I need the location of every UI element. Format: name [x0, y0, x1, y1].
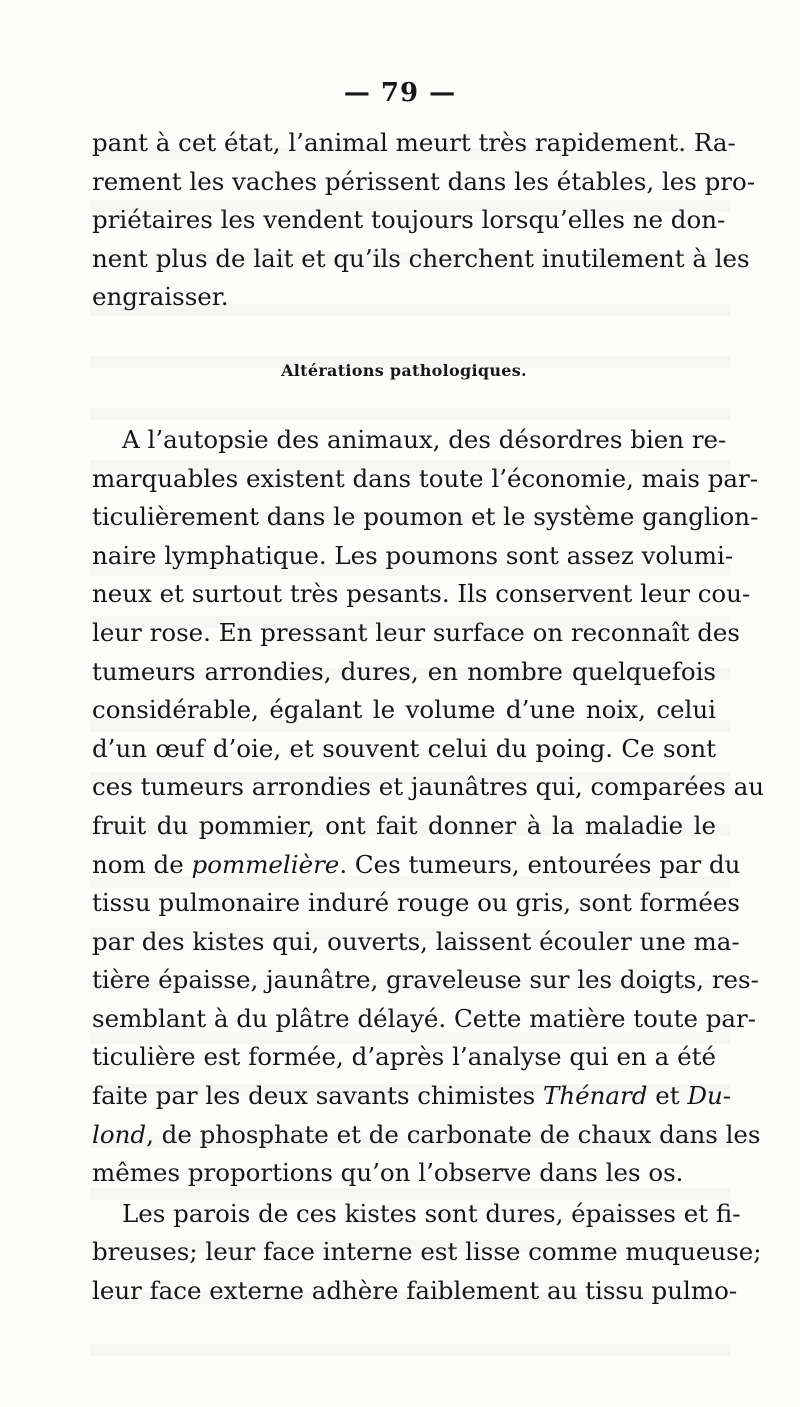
text-line: lond, de phosphate et de carbonate de chaux dans les: [92, 1119, 761, 1149]
text-line: faite par les deux savants chimistes Thénard et Du-: [92, 1081, 732, 1111]
body-text: [92, 124, 764, 1311]
text-line: nom de pommelière. Ces tumeurs, entourées par du: [92, 849, 741, 879]
text-line: leur rose. En pressant leur surface on reconnaît des: [92, 617, 740, 647]
page-number-dash-right: —: [429, 78, 457, 108]
text-line: rement les vaches périssent dans les étables, les pro-: [92, 166, 756, 196]
page-number-dash-left: —: [343, 78, 371, 108]
text-line: ticulière est formée, d’après l’analyse qui en a été: [92, 1042, 716, 1072]
text-line: breuses; leur face interne est lisse comme muqueuse;: [92, 1237, 762, 1267]
text-line: tumeurs arrondies, dures, en nombre quelquefois: [92, 656, 716, 686]
text-line: A l’autopsie des animaux, des désordres bien re-: [122, 424, 727, 454]
text-line: semblant à du plâtre délayé. Cette matière toute par-: [92, 1003, 757, 1033]
text-line: marquables existent dans toute l’économie, mais par-: [92, 463, 758, 493]
text-line: naire lymphatique. Les poumons sont assez volumi-: [92, 540, 734, 570]
text-line: d’un œuf d’oie, et souvent celui du poing. Ce sont: [92, 733, 716, 763]
text-line: neux et surtout très pesants. Ils conservent leur cou-: [92, 579, 751, 609]
paragraph-kist-walls: [92, 1195, 762, 1311]
text-line: nent plus de lait et qu’ils cherchent inutilement à les: [92, 243, 750, 273]
page-number: [0, 78, 800, 108]
section-heading: Altérations pathologiques.: [281, 360, 527, 380]
text-line: ces tumeurs arrondies et jaunâtres qui, comparées au: [92, 772, 764, 802]
text-line: mêmes proportions qu’on l’observe dans les os.: [92, 1158, 684, 1188]
text-line: Les parois de ces kistes sont dures, épaisses et fi-: [122, 1198, 741, 1228]
text-line: par des kistes qui, ouverts, laissent écouler une ma-: [92, 926, 740, 956]
text-line: ticulièrement dans le poumon et le système ganglion-: [92, 502, 759, 532]
text-line: engraisser.: [92, 282, 229, 312]
continuation-paragraph: [92, 124, 756, 317]
text-line: fruit du pommier, ont fait donner à la maladie le: [92, 810, 716, 840]
text-line: tissu pulmonaire induré rouge ou gris, sont formées: [92, 888, 740, 918]
text-line: leur face externe adhère faiblement au tissu pulmo-: [92, 1276, 738, 1306]
paragraph-autopsy: [92, 421, 764, 1193]
text-line: tière épaisse, jaunâtre, graveleuse sur les doigts, res-: [92, 965, 759, 995]
text-line: pant à cet état, l’animal meurt très rapidement. Ra-: [92, 128, 736, 157]
page-number-value: 79: [380, 78, 420, 108]
text-line: considérable, égalant le volume d’une noix, celui: [92, 695, 716, 725]
text-line: priétaires les vendent toujours lorsqu’elles ne don-: [92, 205, 726, 235]
